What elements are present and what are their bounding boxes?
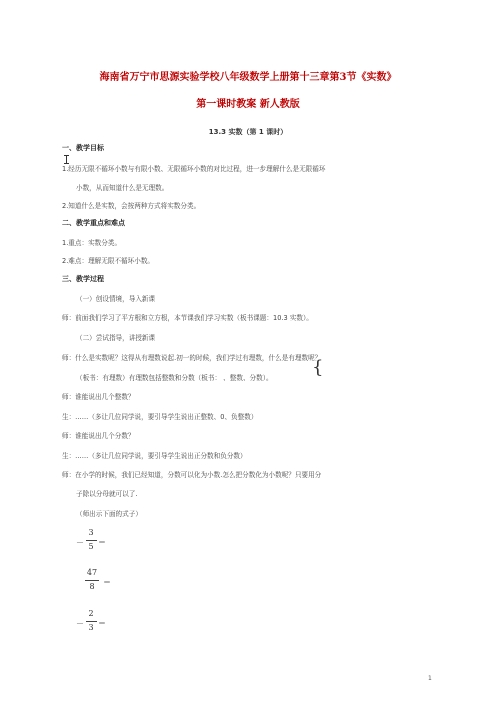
goal-1-line-b: 小数，从而知道什么是无理数。	[76, 184, 169, 192]
brace-symbol: {	[312, 357, 324, 378]
fraction-equals: ＝	[103, 578, 111, 587]
student-line-1: 生：……（多让几位同学说，要引导学生说出正整数、0、负整数）	[62, 413, 258, 421]
student-line-2: 生：……（多让几位同学说，要引导学生说出正分数和负分数）	[62, 452, 247, 460]
fraction-denominator: 3	[88, 623, 94, 632]
document-title-line2: 第一课时教案 新人教版	[196, 99, 300, 110]
fraction-numerator: 2	[88, 609, 94, 618]
fraction-equals: ＝	[98, 619, 106, 628]
fraction-sign: －	[76, 538, 84, 547]
keypoints-heading: 二、教学重点和难点	[62, 219, 125, 227]
goal-1-line-a: 1.经历无限不循环小数与有限小数、无限循环小数的对比过程，进一步理解什么是无限循环	[62, 165, 326, 173]
process-step-1: （一）创设情境，导入新课	[76, 295, 156, 303]
fraction-bar	[85, 580, 99, 581]
process-heading: 三、教学过程	[62, 275, 104, 283]
fraction-numerator: 47	[86, 568, 98, 577]
page-number: 1	[428, 675, 432, 682]
key-point-2: 2.难点：理解无限不循环小数。	[62, 257, 155, 265]
fraction-expression-3	[76, 609, 116, 639]
teacher-line-5: 师：在小学的时候，我们已经知道，分数可以化为小数.怎么把分数化为小数呢？只要用分	[62, 471, 322, 479]
teacher-line-2-cont: （板书：有理数）有理数包括整数和分数（板书： 、整数、分数）。	[76, 374, 273, 382]
fraction-expression-1	[76, 528, 116, 558]
document-title-line1: 海南省万宁市思源实验学校八年级数学上册第十三章第3节《实数》	[99, 72, 397, 83]
fraction-denominator: 8	[89, 582, 95, 591]
teacher-line-2: 师：什么是实数呢？这得从有理数说起.初一的时候，我们学过有理数，什么是有理数呢？	[62, 354, 322, 362]
process-step-2: （二）尝试指导，讲授新课	[76, 334, 156, 342]
teacher-line-1: 师：前面我们学习了平方根和立方根，本节课我们学习实数（板书课题：10.3 实数）。	[62, 314, 313, 322]
fraction-sign: －	[76, 619, 84, 628]
goal-2: 2.知道什么是实数，会按两种方式将实数分类。	[62, 202, 201, 210]
key-point-1: 1.重点：实数分类。	[62, 239, 122, 247]
fraction-bar	[86, 540, 97, 541]
lesson-subtitle: 13.3 实数（第 1 课时）	[208, 128, 288, 136]
fraction-expression-2	[76, 568, 116, 598]
fraction-bar	[86, 621, 97, 622]
fraction-equals: ＝	[98, 538, 106, 547]
fraction-denominator: 5	[88, 542, 94, 551]
teacher-line-4: 师：谁能说出几个分数？	[62, 432, 135, 440]
fraction-numerator: 3	[88, 528, 94, 537]
teacher-line-5-cont: 子除以分母就可以了.	[76, 490, 138, 498]
teacher-note: （师出示下面的式子）	[76, 510, 142, 518]
goals-heading: 一、教学目标	[62, 144, 104, 152]
teacher-line-3: 师：谁能说出几个整数？	[62, 393, 135, 401]
